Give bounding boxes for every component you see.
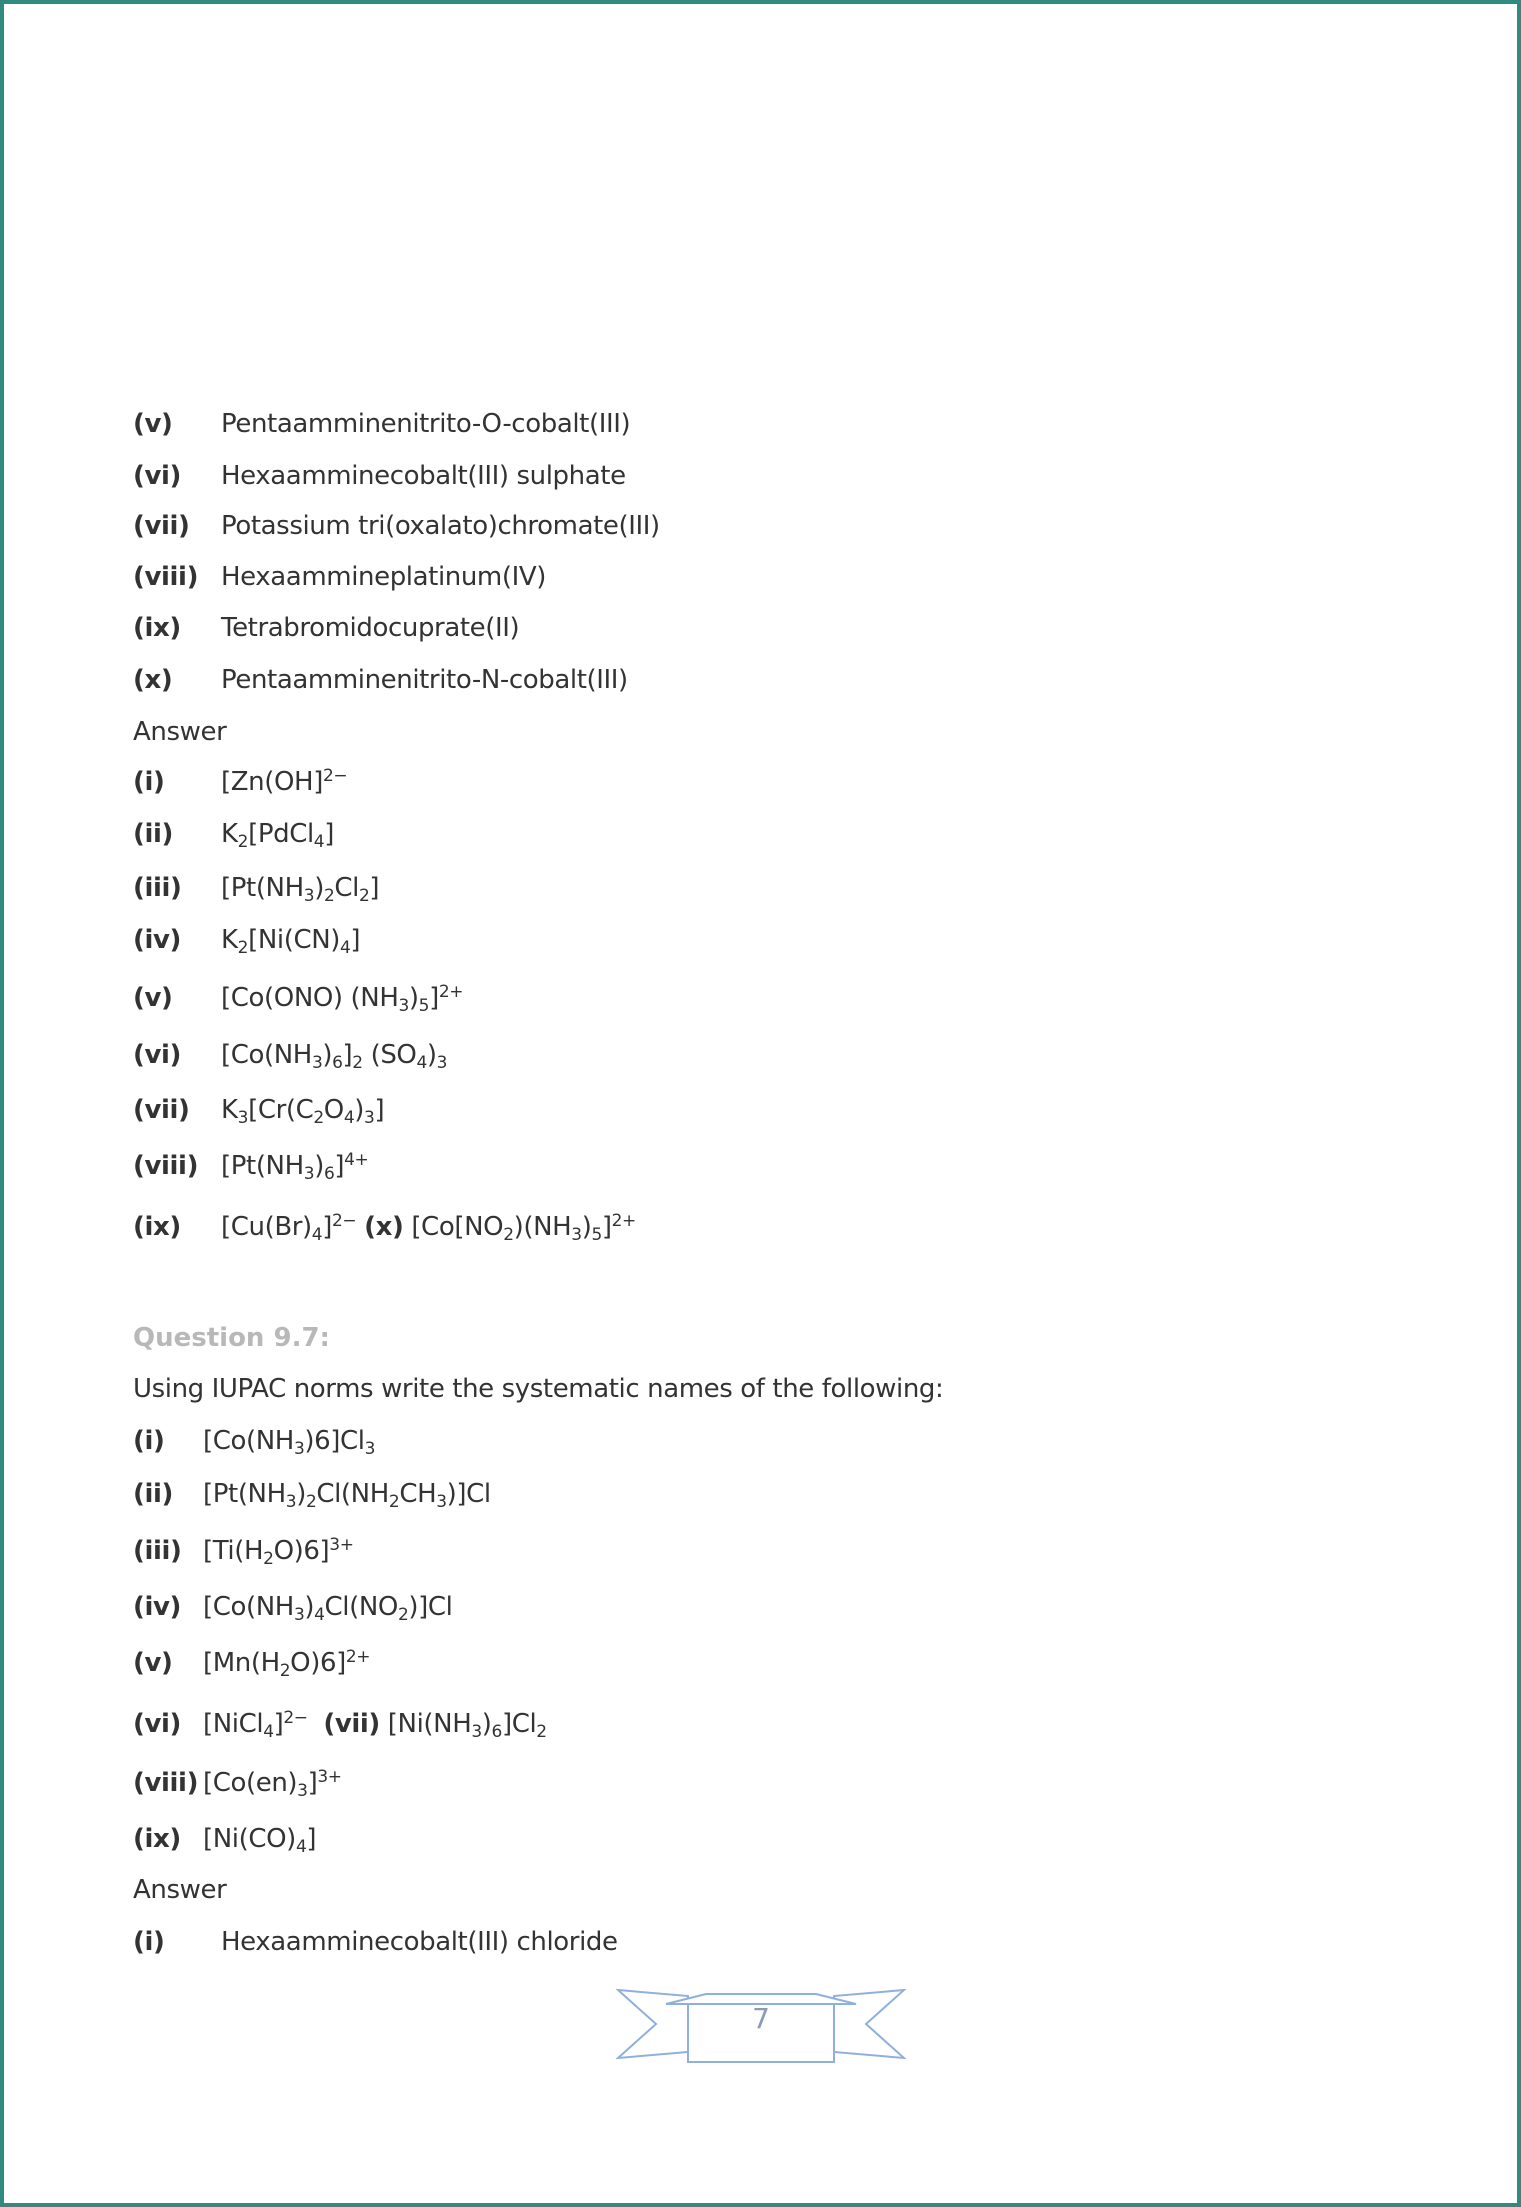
item-text: [221, 1148, 368, 1184]
text-segment: O)6]: [290, 1648, 346, 1678]
text-segment: [Ni(CN): [248, 925, 340, 955]
text-segment: [NiCl: [203, 1709, 264, 1739]
text-segment: ]: [307, 1768, 318, 1798]
text-segment: [Co(en): [203, 1768, 298, 1798]
text-segment: 4: [311, 1225, 323, 1245]
text-segment: 2: [305, 1492, 317, 1512]
text-segment: 4: [340, 938, 351, 958]
page-number: 7: [752, 2002, 770, 2035]
item-text: [221, 458, 626, 494]
text-segment: )(NH: [513, 1212, 572, 1242]
item-text: [221, 1924, 618, 1960]
text-segment: ): [314, 1151, 324, 1181]
item-label: (vii): [323, 1709, 380, 1739]
item-text: [221, 922, 360, 958]
text-segment: ): [322, 1040, 333, 1070]
text-segment: 5: [591, 1225, 602, 1245]
text-segment: Potassium tri(oxalato)chromate(III): [221, 511, 660, 541]
text-segment: [Co(NH: [203, 1592, 294, 1622]
prompt-text: Using IUPAC norms write the systematic names of the following:: [133, 1374, 944, 1404]
item-label: (vii): [133, 511, 190, 541]
item-text: [221, 1209, 636, 1245]
text-segment: [Mn(H: [203, 1648, 280, 1678]
text-segment: 6: [323, 1164, 335, 1184]
text-segment: 2: [352, 1053, 363, 1073]
page-number-ribbon: [616, 1984, 906, 2066]
text-segment: [Ni(CO): [203, 1824, 296, 1854]
text-segment: Pentaamminenitrito-O-cobalt(III): [221, 409, 631, 439]
text-segment: 3: [436, 1053, 448, 1073]
text-segment: 4: [416, 1053, 427, 1073]
item-label: (vii): [133, 1095, 190, 1125]
text-segment: 3: [293, 1439, 305, 1459]
text-segment: ]: [374, 1095, 385, 1125]
text-segment: [Co(ONO) (NH: [221, 983, 399, 1013]
text-segment: 2: [323, 886, 335, 906]
item-label: (iv): [133, 1592, 182, 1622]
text-segment: 2+: [611, 1211, 636, 1231]
item-label: (vi): [133, 1709, 182, 1739]
item-text: [221, 610, 519, 646]
text-segment: 4: [313, 832, 325, 852]
text-segment: ): [304, 1592, 315, 1622]
text-segment: [Ni(NH: [379, 1709, 472, 1739]
text-segment: 2: [279, 1661, 291, 1681]
text-segment: ]: [601, 1212, 612, 1242]
item-label: (i): [133, 1927, 165, 1957]
text-segment: 3: [303, 886, 315, 906]
text-segment: O)6]: [273, 1536, 330, 1566]
item-label: (ii): [133, 1479, 173, 1509]
text-segment: 2+: [438, 982, 464, 1002]
text-segment: 3+: [329, 1535, 354, 1555]
text-segment: Cl: [334, 873, 359, 903]
text-segment: 4: [343, 1108, 355, 1128]
text-segment: 6: [332, 1053, 343, 1073]
text-segment: K: [221, 925, 238, 955]
text-segment: [Co[NO: [403, 1212, 504, 1242]
item-label: (v): [133, 983, 173, 1013]
text-segment: ): [408, 983, 419, 1013]
text-segment: Cl(NO: [324, 1592, 398, 1622]
text-segment: 2: [388, 1492, 400, 1512]
text-segment: )]Cl: [408, 1592, 453, 1622]
item-label: (x): [133, 665, 173, 695]
text-segment: 3: [293, 1605, 305, 1625]
text-segment: CH: [399, 1479, 437, 1509]
item-text: [203, 1706, 547, 1742]
text-segment: Tetrabromidocuprate(II): [221, 613, 520, 643]
item-text: [203, 1423, 375, 1459]
text-segment: )]Cl: [446, 1479, 491, 1509]
text-segment: [Cr(C: [248, 1095, 314, 1125]
item-label: (iii): [133, 873, 182, 903]
item-label: (x): [364, 1212, 404, 1242]
answer-label: Answer: [133, 717, 227, 747]
text-segment: 3: [311, 1053, 323, 1073]
text-segment: 3: [398, 996, 409, 1016]
text-segment: ]: [334, 1151, 345, 1181]
item-text: [221, 764, 347, 800]
item-label: (viii): [133, 562, 199, 592]
item-label: (i): [133, 767, 165, 797]
text-segment: ]: [273, 1709, 284, 1739]
item-text: [203, 1765, 342, 1801]
text-segment: 3: [303, 1164, 315, 1184]
text-segment: O: [323, 1095, 344, 1125]
text-segment: 2: [263, 1549, 274, 1569]
text-segment: Cl(NH: [316, 1479, 389, 1509]
text-segment: ): [481, 1709, 492, 1739]
item-text: [221, 508, 660, 544]
text-segment: ]: [306, 1824, 317, 1854]
text-segment: 2: [397, 1605, 409, 1625]
item-text: [221, 1092, 384, 1128]
item-label: (i): [133, 1426, 165, 1456]
item-label: (iii): [133, 1536, 182, 1566]
text-segment: )6]Cl: [304, 1426, 365, 1456]
text-segment: (SO: [362, 1040, 417, 1070]
item-label: (ix): [133, 1824, 181, 1854]
item-label: (ix): [133, 1212, 181, 1242]
text-segment: ]: [429, 983, 439, 1013]
text-segment: 4: [314, 1605, 325, 1625]
text-segment: Hexaammineplatinum(IV): [221, 562, 546, 592]
item-label: (v): [133, 1648, 173, 1678]
text-segment: ): [314, 873, 324, 903]
text-segment: Hexaamminecobalt(III) chloride: [221, 1927, 618, 1957]
text-segment: 2: [237, 832, 249, 852]
text-segment: 2: [503, 1225, 514, 1245]
text-segment: [PdCl: [248, 819, 314, 849]
text-segment: 2−: [283, 1708, 308, 1728]
text-segment: 2: [536, 1722, 547, 1742]
item-text: [221, 406, 630, 442]
item-text: [203, 1476, 491, 1512]
text-segment: ): [426, 1040, 437, 1070]
text-segment: ]: [369, 873, 380, 903]
text-segment: [Pt(NH: [221, 873, 304, 903]
text-segment: 3+: [317, 1767, 342, 1787]
text-segment: 3: [297, 1781, 308, 1801]
text-segment: ]: [350, 925, 361, 955]
text-segment: 4: [295, 1837, 307, 1857]
item-label: (viii): [133, 1151, 199, 1181]
text-segment: 5: [418, 996, 430, 1016]
item-label: (ix): [133, 613, 181, 643]
text-segment: ]: [342, 1040, 353, 1070]
text-segment: K: [221, 1095, 238, 1125]
text-segment: 2: [358, 886, 370, 906]
text-segment: [Zn(OH]: [221, 767, 323, 797]
question-title: Question 9.7:: [133, 1323, 330, 1353]
text-segment: K: [221, 819, 238, 849]
text-segment: [Cu(Br): [221, 1212, 312, 1242]
item-text: [221, 1037, 447, 1073]
text-segment: 2: [237, 938, 249, 958]
text-segment: [308, 1709, 324, 1739]
item-text: [221, 559, 546, 595]
item-label: (iv): [133, 925, 182, 955]
text-segment: 2−: [322, 766, 348, 786]
text-segment: ]: [324, 819, 334, 849]
text-segment: Hexaamminecobalt(III) sulphate: [221, 461, 626, 491]
text-segment: [Co(NH: [203, 1426, 294, 1456]
item-text: [203, 1645, 370, 1681]
text-segment: 6: [491, 1722, 502, 1742]
item-text: [203, 1821, 316, 1857]
item-text: [221, 816, 334, 852]
text-segment: 3: [436, 1492, 447, 1512]
text-segment: ]Cl: [501, 1709, 537, 1739]
text-segment: ): [354, 1095, 365, 1125]
text-segment: [Pt(NH: [221, 1151, 304, 1181]
text-segment: 2−: [331, 1211, 357, 1231]
text-segment: [Pt(NH: [203, 1479, 286, 1509]
text-segment: 2+: [345, 1647, 371, 1667]
text-segment: 3: [571, 1225, 582, 1245]
text-segment: [Ti(H: [203, 1536, 264, 1566]
answer-label: Answer: [133, 1875, 227, 1905]
text-segment: 3: [237, 1108, 249, 1128]
text-segment: ): [581, 1212, 592, 1242]
text-segment: 4: [263, 1722, 274, 1742]
text-segment: [Co(NH: [221, 1040, 312, 1070]
text-segment: 4+: [344, 1150, 369, 1170]
item-text: [221, 980, 463, 1016]
item-label: (vi): [133, 1040, 182, 1070]
text-segment: [356, 1212, 364, 1242]
item-label: (v): [133, 409, 173, 439]
item-label: (viii): [133, 1768, 199, 1798]
text-segment: 3: [285, 1492, 297, 1512]
text-segment: ]: [322, 1212, 332, 1242]
text-segment: 2: [313, 1108, 324, 1128]
text-segment: 3: [364, 1108, 375, 1128]
text-segment: ): [296, 1479, 306, 1509]
item-text: [203, 1533, 354, 1569]
item-label: (ii): [133, 819, 173, 849]
item-text: [221, 662, 628, 698]
text-segment: Pentaamminenitrito-N-cobalt(III): [221, 665, 628, 695]
item-label: (vi): [133, 461, 182, 491]
text-segment: 3: [364, 1439, 376, 1459]
item-text: [203, 1589, 452, 1625]
item-text: [221, 870, 379, 906]
text-segment: 3: [471, 1722, 482, 1742]
